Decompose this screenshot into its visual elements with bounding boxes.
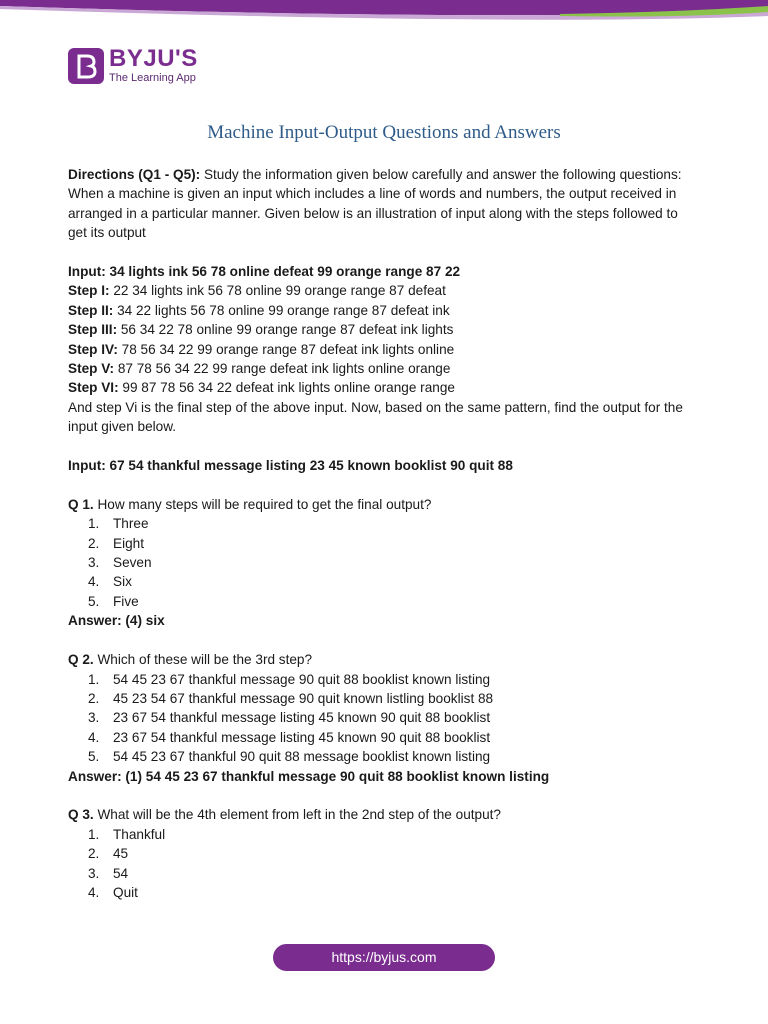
question-1: Q 1. How many steps will be required to get the final output? <box>68 496 432 512</box>
option-item: 4. 23 67 54 thankful message listing 45 known 90 quit 88 booklist <box>88 729 491 745</box>
banner-graphic <box>0 0 768 22</box>
closing-paragraph: And step Vi is the final step of the above input. Now, based on the same pattern, find the output for the input given below. <box>68 399 683 435</box>
answer-2: Answer: (1) 54 45 23 67 thankful message 90 quit 88 booklist known listing <box>68 768 550 784</box>
step-line: Step II: 34 22 lights 56 78 online 99 orange range 87 defeat ink <box>68 302 450 318</box>
footer-url-link[interactable]: https://byjus.com <box>273 944 495 971</box>
step-line: Step VI: 99 87 78 56 34 22 defeat ink lights online orange range <box>68 380 455 396</box>
option-item: 3. 54 <box>88 865 129 881</box>
option-item: 2. 45 23 54 67 thankful message 90 quit known listling booklist 88 <box>88 690 494 706</box>
question-2-options <box>68 670 700 767</box>
top-banner <box>0 0 768 22</box>
new-input: Input: 67 54 thankful message listing 23 45 known booklist 90 quit 88 <box>68 458 513 474</box>
option-item: 1. 54 45 23 67 thankful message 90 quit 88 booklist known listing <box>88 671 491 687</box>
brand-name: BYJU'S <box>109 45 198 72</box>
step-line: Step IV: 78 56 34 22 99 orange range 87 defeat ink lights online <box>68 341 455 357</box>
page-title: Machine Input-Output Questions and Answers <box>207 122 561 143</box>
brand-logo[interactable] <box>68 47 198 84</box>
question-3: Q 3. What will be the 4th element from left in the 2nd step of the output? <box>68 807 501 823</box>
directions-paragraph <box>68 165 700 243</box>
brand-tagline: The Learning App <box>109 72 196 84</box>
logo-b-icon <box>68 48 104 84</box>
option-item: 1. Thankful <box>88 826 166 842</box>
option-item: 3. Seven <box>88 555 152 571</box>
option-item: 4. Quit <box>88 884 138 900</box>
question-2: Q 2. Which of these will be the 3rd step? <box>68 652 313 668</box>
directions-text: Study the information given below carefully and answer the following questions: When a machine is given an input which includes a line of words and numbers, the output received in arranged in a particular manner. Given below is an illustration of input along with the steps followed to get its output <box>68 167 682 241</box>
example-input: Input: 34 lights ink 56 78 online defeat 99 orange range 87 22 <box>68 264 461 280</box>
option-item: 2. 45 <box>88 846 129 862</box>
option-item: 5. 54 45 23 67 thankful 90 quit 88 message booklist known listing <box>88 749 491 765</box>
question-3-options <box>68 825 700 903</box>
option-item: 1. Three <box>88 516 149 532</box>
step-line: Step III: 56 34 22 78 online 99 orange range 87 defeat ink lights <box>68 322 454 338</box>
step-line: Step V: 87 78 56 34 22 99 range defeat ink lights online orange <box>68 361 451 377</box>
question-1-options <box>68 514 700 611</box>
answer-1: Answer: (4) six <box>68 613 165 629</box>
directions-label: Directions (Q1 - Q5): <box>68 167 201 182</box>
option-item: 2. Eight <box>88 535 144 551</box>
option-item: 4. Six <box>88 574 132 590</box>
document-body <box>68 165 700 902</box>
option-item: 5. Five <box>88 593 139 609</box>
option-item: 3. 23 67 54 thankful message listing 45 known 90 quit 88 booklist <box>88 710 491 726</box>
step-line: Step I: 22 34 lights ink 56 78 online 99 orange range 87 defeat <box>68 283 446 299</box>
